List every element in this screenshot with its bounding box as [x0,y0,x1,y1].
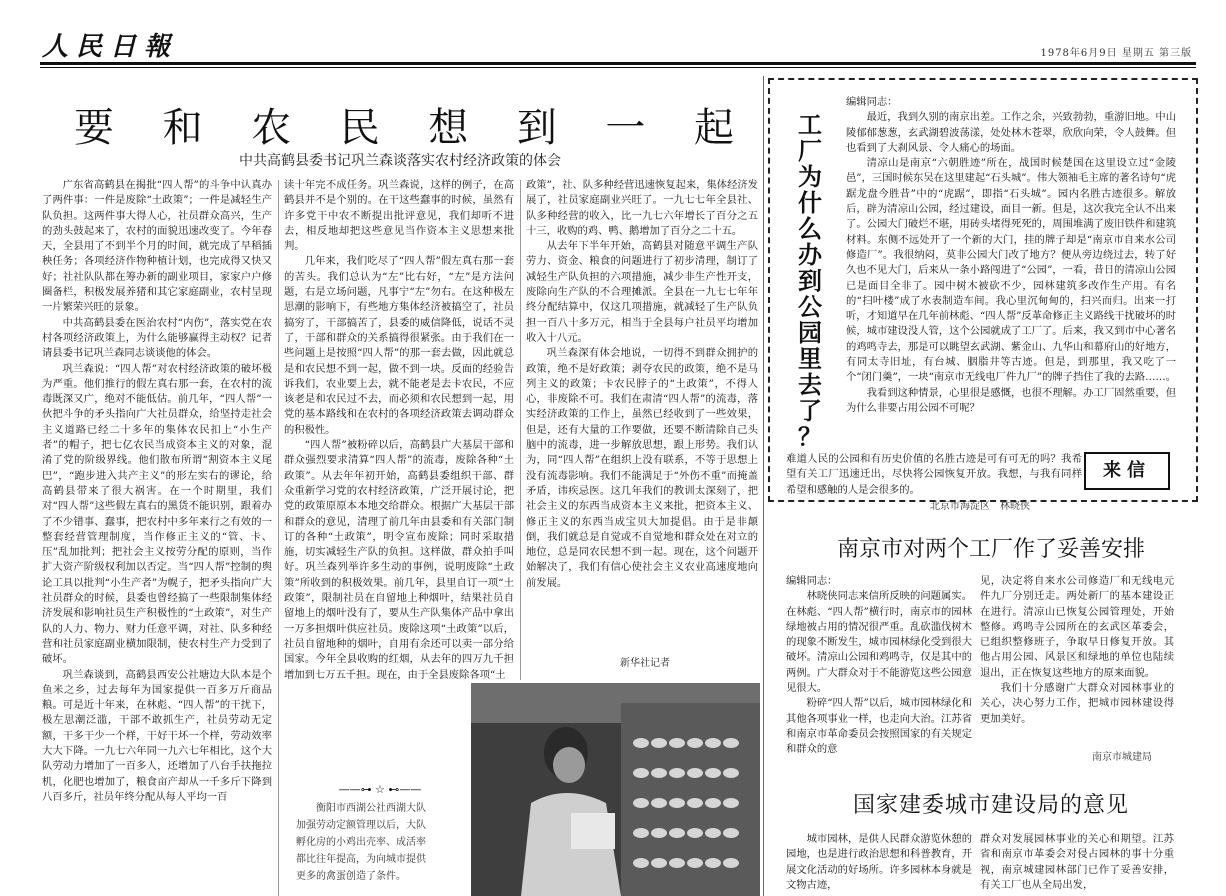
title-char: 里 [798,344,822,373]
headline-char: 民 [339,105,380,151]
headline-char: 农 [251,105,292,151]
title-char: 到 [798,266,822,295]
lead-headline [74,96,734,153]
column-divider [278,180,279,896]
paragraph: 我们十分感谢广大群众对园林事业的关心，决心努力工作，把城市园林建设得更加美好。 [980,682,1174,725]
paragraph: 我看到这种情景，心里很是感慨，也很不理解。办工厂固然重要，但为什么非要占用公园不可呢？ [846,386,1176,414]
title-char: 什 [798,188,822,217]
dateline: 1978年6月9日 星期五 第三版 [1040,48,1192,59]
lead-column-3 [526,178,758,676]
title-char: 了 [798,396,822,425]
letter-signature: 北京市海淀区 林晓侠 [930,501,1030,512]
paragraph: 读十年完不成任务。巩兰森说，这样的例子，在高鹤县并不是个别的。在干这些蠢事的时候，虽然有许多党干中农不断提出批评意见，我们却听不进去，相反地却把这些意见当作资本主义思想来批判。 [284,179,514,253]
title-char: ？ [798,422,822,451]
paragraph: 巩兰森深有体会地说，一切得不到群众拥护的政策，绝不是好政策；剥夺农民的政策，绝不是马列主义的政策；卡农民脖子的“土政策”，不得人心，非废除不可。我们在肃清“四人帮”的流毒，落实经济政策的工作上，虽然已经收到了一些效果，但是，还有大量的工作要做，还要不断清除自己头脑中的流毒，进一步解放思想，跟上形势。我们认为，同“四人帮”在组织上没有联系，不等于思想上没有流毒影响。我们不能满足于“外伤不重”而掩盖矛盾，讳疾忌医。这几年我们的教训太深刻了，把社会主义的东西当成资本主义来批，把资本主义、修正主义的东西当成宝贝大加提倡。由于是非颠倒，我们就总是自觉或不自觉地和群众处在对立的地位，总是同农民想不到一起。现在，这个问题开始解决了，我们有信心使社会主义农业高速度地向前发展。 [526,347,758,589]
paragraph: 难道人民的公园和有历史价值的名胜古迹是可有可无的吗？我希望有关工厂迅速迁出，尽快将公园恢复开放。我想，与我有同样希望和感触的人是会很多的。 [786,453,1082,496]
letter-salutation: 编辑同志： [846,96,898,108]
reply1-signature: 南京市城建局 [1092,752,1152,763]
reply1-salutation: 编辑同志： [786,575,838,587]
caption-line: 更多的禽蛋创造了条件。 [296,871,406,882]
masthead-rule [40,62,1196,65]
title-char: 公 [798,292,822,321]
reply1-title: 南京市对两个工厂作了妥善安排 [836,537,1145,562]
masthead-rule-thin [40,67,1196,68]
letter-tail [786,452,1082,498]
photo-illustration [471,683,760,896]
paragraph: 中共高鹤县委在医治农村“内伤”，落实党在农村各项经济政策上，为什么能够赢得主动权？记者请县委书记巩兰森同志谈谈他的体会。 [42,316,272,360]
column-divider [520,180,521,680]
paragraph: 政策”，社、队多种经营迅速恢复起来，集体经济发展了，社员家庭副业兴旺了。一九七七年全县社、队多种经营的收入，比一九七六年增长了百分之五十三，收购的鸡、鸭、鹅增加了百分之二十五。 [526,179,758,237]
paragraph: 巩兰森说：“四人帮”对农村经济政策的破坏极为严重。他们推行的假左真右那一套，在农村的流毒既深又广，绝对不能低估。前几年，“四人帮”一伙把斗争的矛头指向广大社员群众，给坚持走社会主义道路已经二十多年的集体农民扣上“小生产者”的帽子，把七亿农民当成资本主义的对象，混淆了党的阶级界线。他们散布所谓“割资本主义尾巴”，“跑步进入共产主义”的形左实右的谬论，给高鹤县带来了很大祸害。在一个时期里，我们对“四人帮”这些假左真右的黑货不能识别，跟着办了不少错事、蠢事，把农村中多年来行之有效的一整套经营管理制度，当作修正主义的“管、卡、压”乱加批判；把社会主义按劳分配的原则，当作扩大资产阶级权利加以否定。当“四人帮”控制的舆论工具以批判“小生产者”为幌子，把矛头指向广大社员群众的时候，县委也曾经搞了一些限制集体经济发展和影响社员生产积极性的“土政策”，对生产队的人力、物力、财力任意平调，对社、队多种经营和社员家庭副业横加限制，使农村生产力受到了破坏。 [42,362,272,666]
section-ornament: ——⊶ ☆ ⊷—— [338,783,422,796]
caption-line: 加强劳动定额管理以后，大队 [296,820,426,831]
headline-char: 到 [516,105,557,151]
masthead-logo: 人民日報 [42,32,179,62]
headline-char: 想 [428,105,469,151]
photo-caption [296,800,460,885]
paragraph: 最近，我到久别的南京出差。工作之余，兴致勃勃，重游旧地。中山陵郁郁葱葱，玄武湖碧波荡漾，处处林木苍翠，欣欣向荣，令人鼓舞。但也看到了大刹风景、令人痛心的场面。 [846,111,1176,154]
title-char: 为 [798,162,822,191]
paragraph: 几年来，我们吃尽了“四人帮”假左真右那一套的苦头。我们总认为“左”比右好，“左”是方法问题，右是立场问题，凡事宁“左”勿右。在这种极左思潮的影响下，有些地方集体经济被搞空了，社员搞穷了，干部搞苦了，县委的威信降低，说话不灵了，干部和群众的关系搞得很紧张。由于我们在一些问题上是按照“四人帮”的那一套去做，因此就总是和农民想不到一起，做不到一块。反面的经验告诉我们，农业要上去，就不能老是去卡农民，不应该老是和农民过不去，而必须和农民想到一起，用党的基本路线和在农村的各项经济政策去调动群众的积极性。 [284,255,514,436]
news-photo [471,683,760,896]
title-char: 去 [798,370,822,399]
title-char: 厂 [798,136,822,165]
title-char: 办 [798,240,822,269]
lead-byline: 新华社记者 [620,658,670,669]
section-divider [763,76,764,896]
paragraph: 城市园林，是供人民群众游览休憩的园地，也是进行政治思想和科普教育，开展文化活动的好场所。许多园林本身就是文物古迹， [786,833,972,891]
headline-char: 一 [605,105,646,151]
reply2-column-a [786,832,972,893]
paragraph: 清凉山是南京“六朝胜迹”所在，战国时候楚国在这里设立过“金陵邑”，三国时候东吴在这里建起“石头城”。伟大领袖毛主席的著名诗句“虎踞龙盘今胜昔”中的“虎踞”，即指“石头城”。园内名胜古迹很多。解放后，辟为清凉山公园，经过建设，面目一新。但是，这次我完全认不出来了。公园大门破烂不堪，用砖头堵得死死的，周围堆满了废旧铁件和建筑材料。东侧不远处开了一个新的大门，挂的牌子却是“南京市自来水公司修造厂”。我很纳闷，莫非公园大门改了地方？便从旁边绕过去，转了好久也不见大门，后来从一条小路闯进了“公园”，一看，昔日的清凉山公园已是面目全非了。园中树木被砍不少，园林建筑多改作生产用。有名的“扫叶楼”成了水表制造车间。我心里沉甸甸的，扫兴而归。出来一打听，才知道早在几年前林彪、“四人帮”反革命修正主义路线干扰破坏的时候，城市建设没人管，这个公园就成了工厂了。后来，我又到市中心著名的鸡鸣寺去，那是可以眺望玄武湖、紫金山、九华山和幕府山的好地方，有同太寺旧址，有台城、胭脂井等古迹。但是，到那里，我又吃了一个“闭门羹”，一块“南京市无线电厂件九厂”的牌子挡住了我的去路……。 [846,157,1176,384]
headline-char: 起 [693,105,734,151]
paragraph: 从去年下半年开始，高鹤县对随意平调生产队劳力、资金、粮食的问题进行了初步清理，制订了减轻生产队负担的六项措施，减少非生产性开支，废除向生产队的不合理摊派。全县在一九七七年年终分配结算中，仅这几项措施，就减轻了生产队负担一百八十多万元，相当于全县每户社员平均增加收入十八元。 [526,240,758,344]
headline-char: 要 [74,105,114,151]
caption-line: 都比往年提高，为向城市提供 [296,854,426,865]
reply2-column-b [980,832,1174,893]
reply2-title: 国家建委城市建设局的意见 [852,793,1129,818]
lead-subhead: 中共高鹤县委书记巩兰森谈落实农村经济政策的体会 [239,153,561,169]
letter-body [846,95,1176,416]
paragraph: 见，决定将自来水公司修造厂和无线电元件九厂分别迁走。两处新厂的基本建设正在进行。清凉山已恢复公园管理处，开始整修。鸡鸣寺公园所在的玄武区革委会，已组织整修班子，争取早日修复开放。其他占用公园、风景区和绿地的单位也陆续退出，正在恢复这些地方的原来面貌。 [980,575,1174,679]
paragraph: 群众对发展园林事业的关心和期望。江苏省和南京市革委会对侵占园林的事十分重视，南京城建园林部门已作了妥善安排，有关工厂也从全局出发， [980,833,1174,891]
headline-char: 和 [162,105,203,151]
paragraph: 粉碎“四人帮”以后，城市园林绿化和其他各项事业一样，也走向大治。江苏省和南京市革命委员会按照国家的有关规定和群众的意 [786,697,972,756]
paragraph: “四人帮”被粉碎以后，高鹤县广大基层干部和群众强烈要求清算“四人帮”的流毒，废除各种“土政策”。从去年年初开始，高鹤县委组织干部、群众重新学习党的农村经济政策，广泛开展讨论，把党的政策原原本本地交给群众。根据广大基层干部和群众的意见，清理了前几年由县委和有关部门制订的各种“土政策”，明令宣布废除；同时采取措施，切实减轻生产队的负担。这样做，群众拍手叫好。巩兰森列举许多生动的事例，说明废除“土政策”所收到的积极效果。前几年，县里自订一项“土政策”，限制社员在自留地上种烟叶，结果社员自留地上的烟叶没有了，要从生产队集体产品中拿出一万多担烟叶供应社员。废除这项“土政策”以后，社员自留地种的烟叶，自用有余还可以卖一部分给国家。今年全县收购的红烟，从去年的四万九千担增加到七万五千担。现在，由于全县废除各项“土 [284,439,514,681]
reply1-column-a [786,574,972,758]
title-char: 么 [798,214,822,243]
paragraph: 广东省高鹤县在揭批“四人帮”的斗争中认真办了两件事：一件是废除“土政策”；一件是减轻生产队负担。这两件事大得人心，社员群众高兴，生产的劲头鼓起来了，农村的面貌迅速改变了。今年春天，全县用了不到半个月的时间，就完成了早稻插秧任务；各项经济作物种植计划，也完成得又快又好；社社队队都在筹办新的副业项目，家家户户修圈备栏，积极发展养猪和其它家庭副业，农村呈现一片繁荣兴旺的景象。 [42,179,272,314]
reply1-column-b [980,574,1174,727]
lead-column-1 [42,178,272,896]
title-char: 园 [798,318,822,347]
caption-line: 孵化房的小鸡出壳率、成活率 [296,837,426,848]
caption-line: 衡阳市西湖公社西湖大队 [316,803,426,814]
letter-stamp: 来信 [1084,452,1170,490]
letter-title [790,112,830,450]
paragraph: 巩兰森谈到，高鹤县西安公社塘边大队本是个鱼米之乡，过去每年为国家提供一百多万斤商品粮。可是近十年来，在林彪、“四人帮”的干扰下，极左思潮泛滥，干部不敢抓生产，社员劳动无定额，干多干少一个样，干好干坏一个样，劳动效率大大下降。一九七六年同一九六七年相比，这个大队劳动力增加了一百多人，还增加了八台手扶拖拉机，化肥也增加了，粮食亩产却从一千多斤下降到八百多斤，社员年终分配从每人平均一百 [42,668,272,803]
paragraph: 林晓侠同志来信所反映的问题属实。在林彪、“四人帮”横行时，南京市的园林绿地被占用的情况很严重。乱砍滥伐树木的现象不断发生，城市园林绿化受到很大破坏。清凉山公园和鸡鸣寺，仅是其中的两例。广大群众对于不能游览这些公园意见很大。 [786,590,972,695]
title-char: 工 [798,110,822,139]
